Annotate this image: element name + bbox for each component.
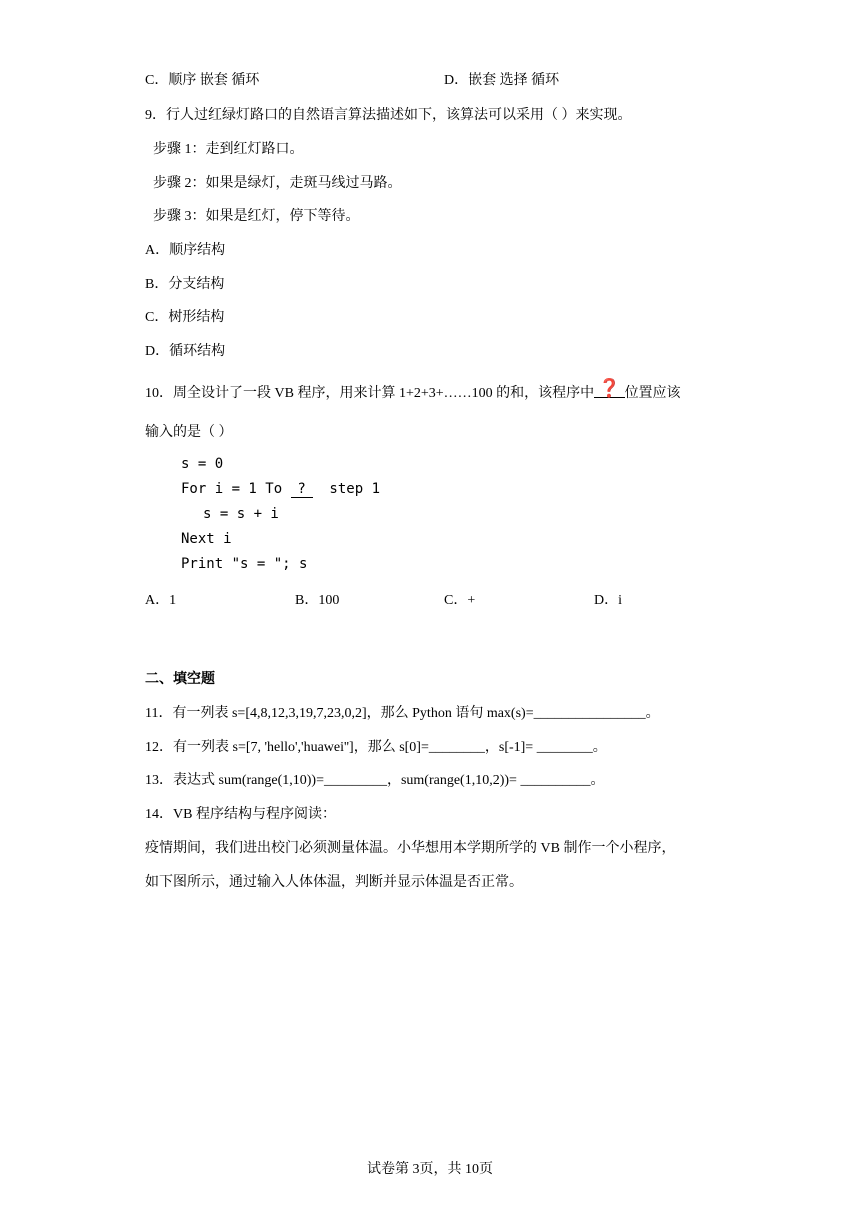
code-blank: ?	[291, 481, 313, 498]
q13: 13．表达式 sum(range(1,10))=_________，sum(range(1,10,2))= __________。	[145, 773, 605, 788]
question-mark-icon: ❓	[594, 381, 624, 398]
q9-option-b: B．分支结构	[145, 277, 225, 292]
page-footer: 试卷第 3页，共 10页	[367, 1162, 493, 1177]
q8-option-c: C．顺序 嵌套 循环	[145, 73, 260, 88]
q10-option-b: B．100	[295, 593, 340, 608]
q10-stem-part1: 10．周全设计了一段 VB 程序，用来计算 1+2+3+……100 的和，该程序中	[145, 386, 595, 401]
q9-step-2: 步骤 2：如果是绿灯，走斑马线过马路。	[153, 176, 402, 191]
code-line-4: Next i	[181, 531, 232, 547]
q9-option-d: D．循环结构	[145, 344, 226, 359]
code-line-2-post: step 1	[312, 481, 381, 497]
code-line-1: s = 0	[181, 456, 224, 472]
q10-stem-line1	[145, 378, 681, 404]
q9-option-c: C．树形结构	[145, 310, 225, 325]
q14-paragraph-line2: 如下图所示，通过输入人体体温，判断并显示体温是否正常。	[145, 875, 523, 890]
code-line-2	[181, 479, 380, 499]
code-line-3: s = s + i	[203, 506, 279, 522]
q9-stem: 9．行人过红绿灯路口的自然语言算法描述如下，该算法可以采用（ ）来实现。	[145, 108, 632, 123]
q10-option-a: A．1	[145, 593, 177, 608]
q10-stem-line2: 输入的是（ ）	[145, 425, 233, 440]
q11: 11．有一列表 s=[4,8,12,3,19,7,23,0,2]，那么 Python 语句 max(s)=________________。	[145, 706, 660, 721]
q10-stem-part2: 位置应该	[624, 386, 681, 401]
q12: 12．有一列表 s=[7, 'hello','huawei'']，那么 s[0]=________，s[-1]= ________。	[145, 740, 607, 755]
code-line-2-pre: For i = 1 To	[181, 481, 291, 497]
q9-step-1: 步骤 1：走到红灯路口。	[153, 142, 304, 157]
code-line-5: Print "s = "; s	[181, 556, 308, 572]
q8-option-d: D．嵌套 选择 循环	[444, 73, 560, 88]
q9-step-3: 步骤 3：如果是红灯，停下等待。	[153, 209, 360, 224]
q10-option-c: C．+	[444, 593, 476, 608]
section-title: 二、填空题	[145, 672, 215, 687]
q9-option-a: A．顺序结构	[145, 243, 226, 258]
q10-option-d: D．i	[594, 593, 622, 608]
q14-paragraph-line1: 疫情期间，我们进出校门必须测量体温。小华想用本学期所学的 VB 制作一个小程序，	[145, 841, 676, 856]
q14-title: 14．VB 程序结构与程序阅读：	[145, 807, 336, 822]
